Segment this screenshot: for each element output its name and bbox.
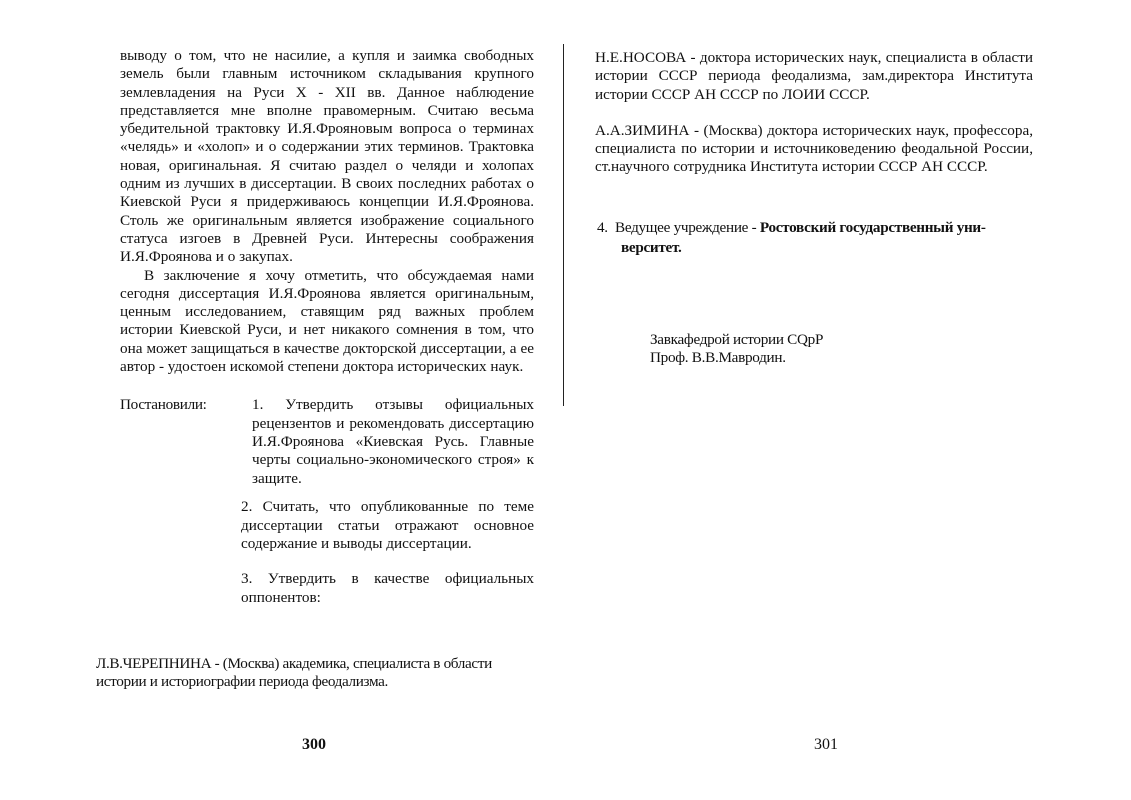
- left-page-body: [120, 47, 534, 606]
- signature-block: [650, 331, 823, 368]
- left-paragraph-1: выводу о том, что не насилие, а купля и заимка свободных земель были главным источником складывания крупного землевладения на Руси X - XII вв. Данное наблюдение представляется мне вполне правомерным. Считаю весьма убедительной трактовку И.Я.Фрояновым вопроса о терминах «челядь» и «холоп» и о содержании этих терминов. Трактовка новая, оригинальная. Я считаю раздел о челяди и холопах одним из лучших в диссертации. В своих последних работах о Киевской Руси я придерживаюсь концепции И.Я.Фроянова. Столь же оригинальным является изображение социального статуса изгоев в Древней Руси. Интересны соображения И.Я.Фроянова и о закупах.: [120, 47, 534, 266]
- resolution-item-1: 1. Утвердить отзывы официальных рецензентов и рекомендовать диссертацию И.Я.Фроянова «Киевская Русь. Главные черты социально-экономического строя» к защите.: [252, 396, 534, 487]
- lead-org-name: Ростовский государственный уни-: [759, 219, 986, 236]
- leading-organization: [597, 218, 997, 258]
- lead-org-name-continued: верситет.: [621, 239, 682, 256]
- resolved-label: Постановили:: [120, 396, 207, 414]
- opponent-cherepnin: Л.В.ЧЕРЕПНИНА - (Москва) академика, специалиста в области истории и историографии периода феодализма.: [96, 655, 492, 691]
- left-paragraph-2: В заключение я хочу отметить, что обсуждаемая нами сегодня диссертация И.Я.Фроянова является оригинальным, ценным исследованием, ставящим ряд важных проблем истории Киевской Руси, и нет никакого сомнения в том, что она может защищаться в качестве докторской диссертации, а ее автор - удостоен искомой степени доктора исторических наук.: [120, 266, 534, 376]
- lead-org-number: 4.: [597, 219, 608, 236]
- right-page-body: [595, 49, 1033, 195]
- page-number-left: 300: [302, 736, 326, 753]
- resolution-section: [120, 391, 534, 606]
- column-divider: [563, 44, 564, 406]
- page-number-right: 301: [814, 736, 838, 753]
- resolution-item-2: 2. Считать, что опубликованные по теме диссертации статьи отражают основное содержание и выводы диссертации.: [241, 498, 534, 552]
- opponent-zimin: А.А.ЗИМИНА - (Москва) доктора исторических наук, профессора, специалиста по истории и источниковедению феодальной России, ст.научного сотрудника Института истории СССР АН СССР.: [595, 121, 1033, 176]
- opponent-nosov: Н.Е.НОСОВА - доктора исторических наук, специалиста в области истории СССР периода феодализма, зам.директора Института истории СССР АН СССР по ЛОИИ СССР.: [595, 49, 1033, 103]
- signature-position: Завкафедрой истории CQрР: [650, 331, 824, 348]
- signature-name: Проф. В.В.Мавродин.: [650, 349, 786, 367]
- lead-org-label: Ведущее учреждение -: [615, 219, 760, 236]
- resolution-item-3: 3. Утвердить в качестве официальных оппонентов:: [241, 570, 534, 606]
